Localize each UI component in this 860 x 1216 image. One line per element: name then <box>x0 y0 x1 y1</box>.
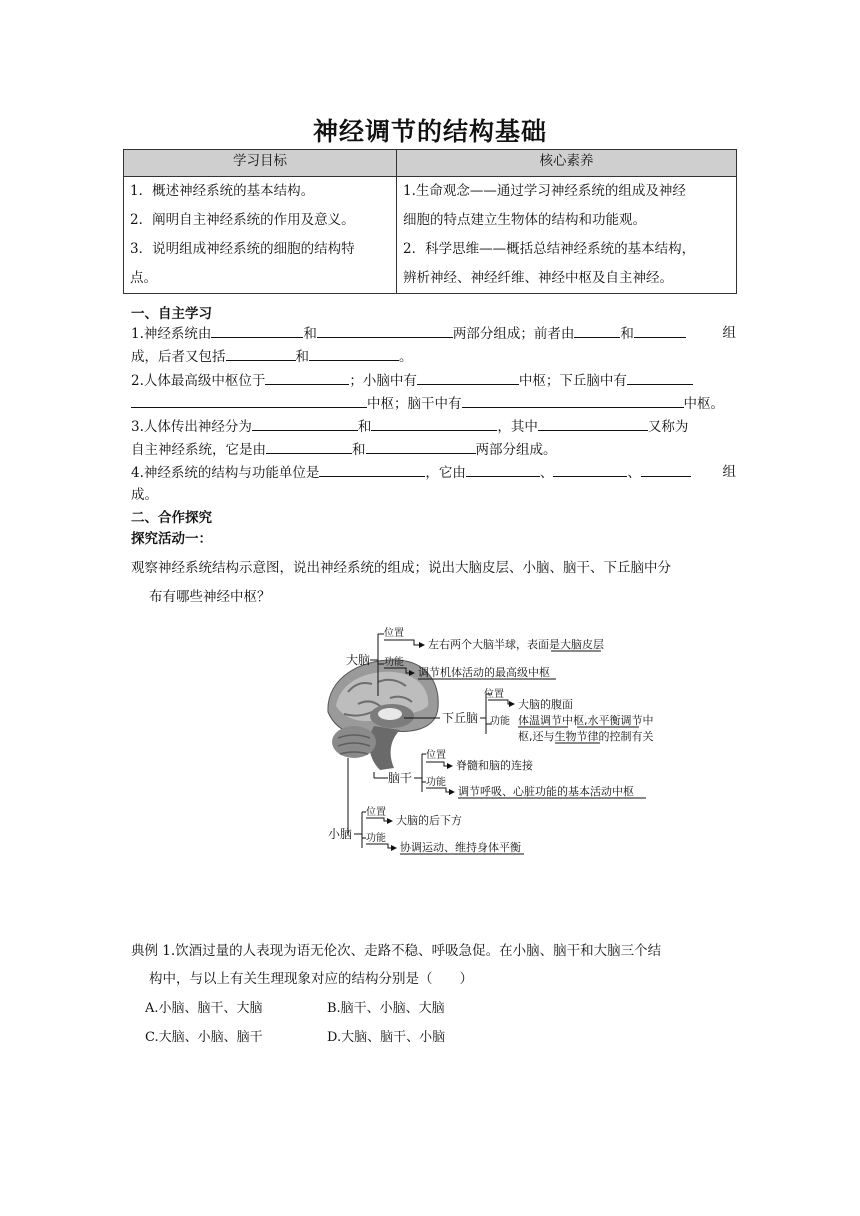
label-function: 功能 <box>384 657 404 668</box>
hypothalamus-function-text-1: 体温调节中枢,水平衡调节中 <box>518 714 654 727</box>
blank[interactable] <box>319 461 425 477</box>
cerebrum-function-text: 调节机体活动的最高级中枢 <box>418 666 550 679</box>
option-a[interactable]: A.小脑、脑干、大脑 <box>145 1001 263 1016</box>
cerebrum-position-text: 左右两个大脑半球，表面是大脑皮层 <box>428 638 604 651</box>
activity-heading: 探究活动一： <box>131 531 212 547</box>
blank[interactable] <box>252 415 358 431</box>
option-b[interactable]: B.脑干、小脑、大脑 <box>327 1001 445 1016</box>
hypothalamus-function-text-2: 枢,还与生物节律的控制有关 <box>518 730 654 743</box>
blank[interactable] <box>634 322 686 338</box>
option-c[interactable]: C.大脑、小脑、脑干 <box>145 1030 263 1045</box>
blank[interactable] <box>462 392 684 408</box>
competency-line: 细胞的特点建立生物体的结构和功能观。 <box>403 212 646 228</box>
question-4-line-2: 成。 <box>131 487 158 503</box>
competency-header: 核心素养 <box>397 150 737 177</box>
brainstem-position-text: 脊髓和脑的连接 <box>456 759 533 772</box>
question-2-line-1: 2.人体最高级中枢位于 ；小脑中有 中枢；下丘脑中有 <box>131 369 736 392</box>
label-position: 位置 <box>384 628 404 639</box>
blank[interactable] <box>538 415 648 431</box>
blank[interactable] <box>211 322 303 338</box>
blank[interactable] <box>466 461 540 477</box>
competency-line: 1.生命观念——通过学习神经系统的组成及神经 <box>403 183 686 199</box>
label-function: 功能 <box>490 716 510 727</box>
goals-header: 学习目标 <box>124 150 397 177</box>
option-d[interactable]: D.大脑、脑干、小脑 <box>327 1030 446 1045</box>
question-1-line-2: 成，后者又包括 和 。 <box>131 345 736 368</box>
blank[interactable] <box>266 438 352 454</box>
section-heading-self-study: 一、自主学习 <box>131 306 212 322</box>
blank[interactable] <box>574 322 620 338</box>
label-brainstem: 脑干 <box>388 771 413 785</box>
blank[interactable] <box>366 438 476 454</box>
label-position: 位置 <box>426 750 446 761</box>
goal-line: 2．阐明自主神经系统的作用及意义。 <box>130 212 355 228</box>
label-cerebrum: 大脑 <box>346 653 371 667</box>
section-heading-cooperative: 二、合作探究 <box>131 510 212 526</box>
competency-line: 2．科学思维——概括总结神经系统的基本结构， <box>403 241 696 257</box>
example-stem-line-2: 构中，与以上有关生理现象对应的结构分别是（ ） <box>149 971 473 987</box>
label-hypothalamus: 下丘脑 <box>442 711 479 725</box>
question-2-line-2: 中枢；脑干中有 中枢。 <box>131 392 736 415</box>
example-stem-line-1: 典例 1.饮酒过量的人表现为语无伦次、走路不稳、呼吸急促。在小脑、脑干和大脑三个结 <box>131 943 662 959</box>
blank[interactable] <box>553 461 627 477</box>
blank[interactable] <box>627 369 693 385</box>
activity-prompt-line-2: 布有哪些神经中枢？ <box>149 589 271 605</box>
label-function: 功能 <box>366 833 386 844</box>
cerebellum-function-text: 协调运动、维持身体平衡 <box>400 841 521 854</box>
label-position: 位置 <box>484 689 504 700</box>
nervous-system-diagram <box>318 622 678 860</box>
goal-line: 3．说明组成神经系统的细胞的结构特 <box>130 241 355 257</box>
blank[interactable] <box>309 345 399 361</box>
label-cerebellum: 小脑 <box>328 827 353 841</box>
blank[interactable] <box>265 369 349 385</box>
label-function: 功能 <box>426 777 446 788</box>
blank[interactable] <box>371 415 497 431</box>
cerebellum-position-text: 大脑的后下方 <box>396 814 462 827</box>
goals-table <box>123 149 737 294</box>
activity-prompt-line-1: 观察神经系统结构示意图，说出神经系统的组成；说出大脑皮层、小脑、脑干、下丘脑中分 <box>131 560 671 576</box>
goal-line: 点。 <box>130 270 157 286</box>
competency-cell <box>397 177 737 294</box>
label-position: 位置 <box>366 807 386 818</box>
blank[interactable] <box>641 461 691 477</box>
competency-line: 辨析神经、神经纤维、神经中枢及自主神经。 <box>403 270 673 286</box>
question-3-line-2: 自主神经系统，它是由 和 两部分组成。 <box>131 438 736 461</box>
blank[interactable] <box>317 322 453 338</box>
blank[interactable] <box>226 345 296 361</box>
question-1-line-1: 1.神经系统由 和 两部分组成；前者由 和 组 <box>131 322 736 345</box>
blank[interactable] <box>417 369 519 385</box>
blank[interactable] <box>131 392 367 408</box>
page-title: 神经调节的结构基础 <box>312 117 547 146</box>
question-4-line-1: 4.神经系统的结构与功能单位是 ，它由 、 、 组 <box>131 461 736 484</box>
hypothalamus-position-text: 大脑的腹面 <box>518 698 573 711</box>
brainstem-function-text: 调节呼吸、心脏功能的基本活动中枢 <box>458 785 634 798</box>
goals-cell <box>124 177 397 294</box>
goal-line: 1．概述神经系统的基本结构。 <box>130 183 315 199</box>
question-3-line-1: 3.人体传出神经分为 和 ，其中 又称为 <box>131 415 736 438</box>
